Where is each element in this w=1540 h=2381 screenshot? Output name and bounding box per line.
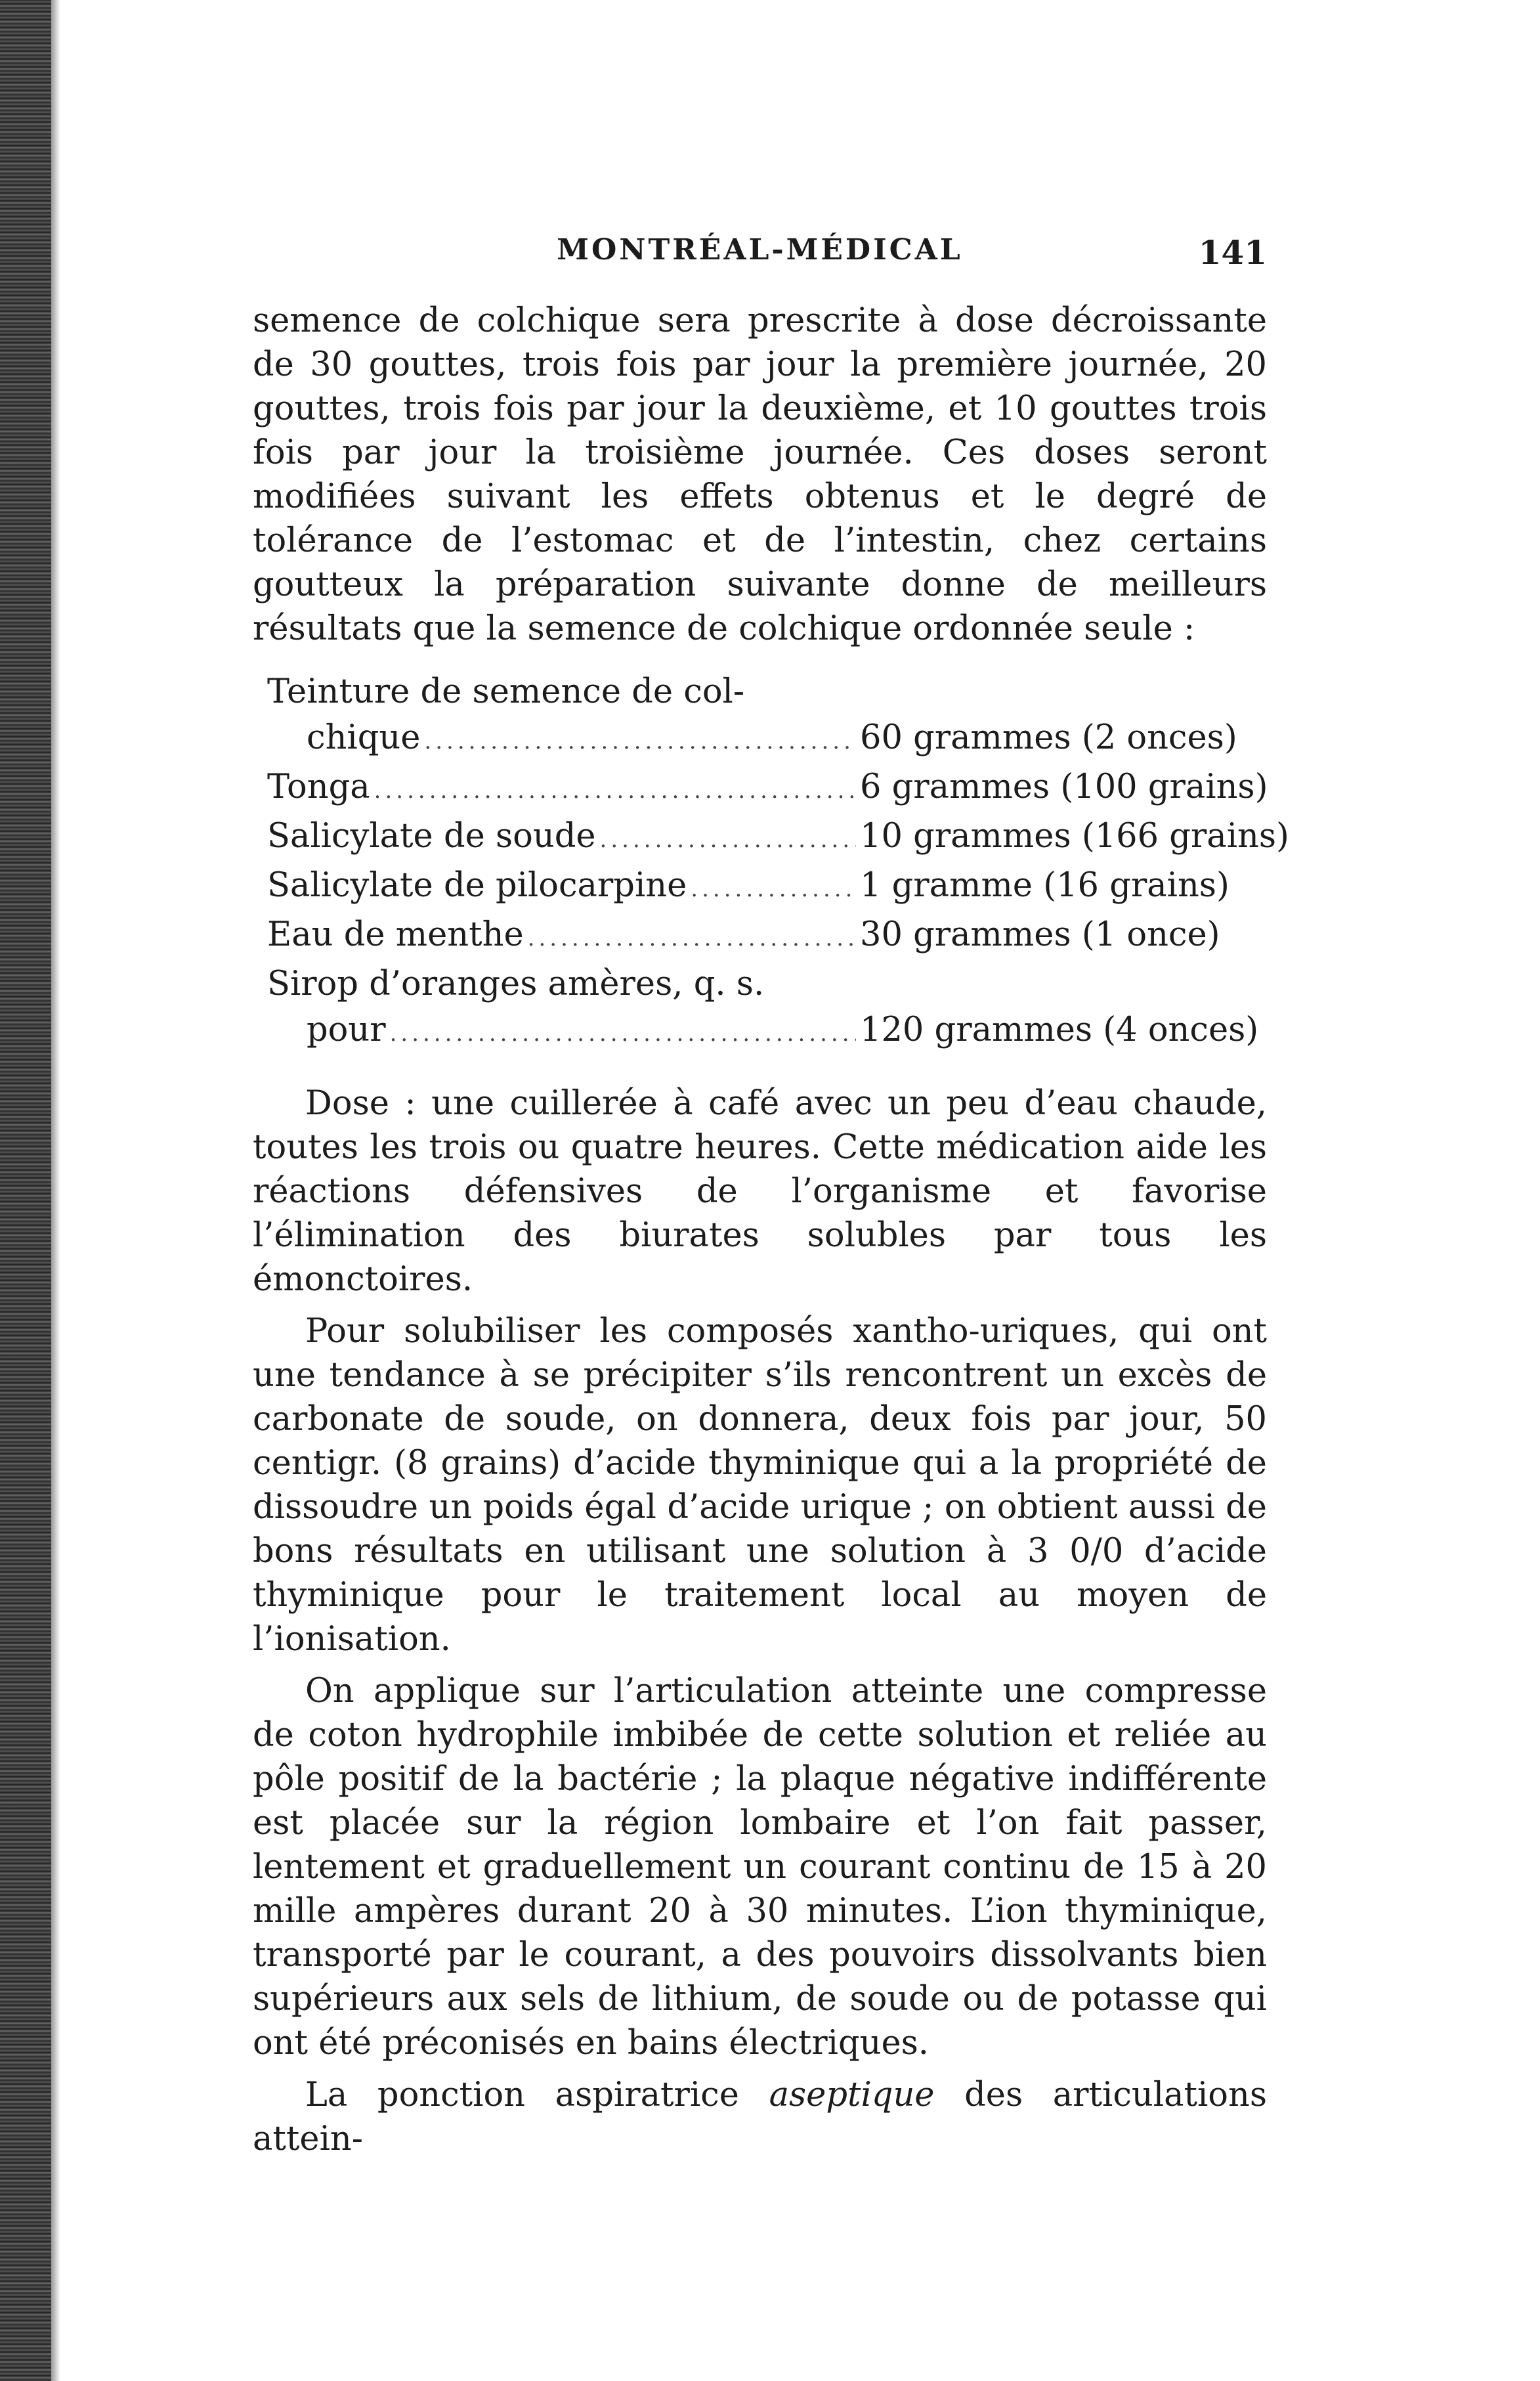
recipe-quantity: 10 grammes (166 grains) [860, 817, 1289, 856]
recipe-row [267, 961, 1267, 1007]
ponction-text-italic: aseptique [769, 2076, 935, 2114]
paragraph-ionisation: On applique sur l’articulation atteinte une compresse de coton hydrophile imbibée de cette solution et reliée au pôle positif de la bactérie ; la plaque négative indifférente est placée sur la région lombaire et l’on fait passer, lentement et graduellement un courant continu de 15 à 20 mille ampères durant 20 à 30 minutes. L’ion thyminique, transporté par le courant, a des pouvoirs dissolvants bien supérieurs aux sels de lithium, de soude ou de potasse qui ont été préconisés en bains électriques. [253, 1672, 1267, 2063]
recipe-row [267, 764, 1267, 814]
recipe-quantity: 120 grammes (4 onces) [860, 1011, 1259, 1049]
recipe-ingredient: Teinture de semence de col- [267, 672, 745, 711]
paragraph-solubiliser: Pour solubiliser les composés xantho-uriques, qui ont une tendance à se précipiter s’ils rencontrent un excès de carbonate de soude, on donnera, deux fois par jour, 50 centigr. (8 grains) d’acide thyminique qui a la propriété de dissoudre un poids égal d’acide urique ; on obtient aussi de bons résultats en utilisant une solution à 3 0/0 d’acide thyminique pour le traitement local au moyen de l’ionisation. [253, 1312, 1267, 1659]
recipe-quantity: 6 grammes (100 grains) [860, 768, 1268, 806]
recipe-list [267, 669, 1289, 1057]
recipe-row [267, 863, 1267, 912]
recipe-row [267, 912, 1267, 961]
binding-shadow [51, 0, 60, 2381]
leader-dots [691, 866, 856, 912]
recipe-ingredient: chique [307, 718, 421, 757]
recipe-ingredient: Sirop d’oranges amères, q. s. [267, 965, 765, 1003]
recipe-quantity: 30 grammes (1 once) [860, 915, 1220, 954]
page-header [253, 233, 1267, 279]
page-body [253, 299, 1289, 2161]
recipe-ingredient: pour [307, 1011, 386, 1049]
leader-dots [390, 1011, 856, 1057]
recipe-quantity: 1 gramme (16 grains) [860, 866, 1230, 905]
recipe-row [267, 814, 1289, 863]
page-number: 141 [1198, 233, 1267, 272]
recipe-row [267, 669, 1267, 715]
leader-dots [374, 768, 856, 814]
recipe-row [267, 1007, 1267, 1057]
recipe-quantity: 60 grammes (2 onces) [860, 718, 1237, 757]
ponction-text-end: des articulations attein- [253, 2076, 1268, 2158]
recipe-row [267, 715, 1267, 764]
leader-dots [600, 817, 856, 863]
book-binding-edge [0, 0, 51, 2381]
recipe-ingredient: Salicylate de pilocarpine [267, 866, 687, 905]
recipe-ingredient: Eau de menthe [267, 915, 524, 954]
recipe-ingredient: Tonga [267, 768, 370, 806]
paragraph-1: semence de colchique sera prescrite à dose décroissante de 30 gouttes, trois fois par jour la première journée, 20 gouttes, trois fois par jour la deuxième, et 10 gouttes trois fois par jour la troisième journée. Ces doses seront modifiées suivant les effets obtenus et le degré de tolérance de l’estomac et de l’intestin, chez certains goutteux la préparation suivante donne de meilleurs résultats que la semence de colchique ordonnée seule : [253, 301, 1267, 648]
running-head: MONTRÉAL-MÉDICAL [557, 233, 963, 267]
leader-dots [424, 718, 856, 764]
recipe-ingredient: Salicylate de soude [267, 817, 596, 856]
paragraph-ponction [253, 2073, 1267, 2161]
ponction-text-start: La ponction aspiratrice [305, 2076, 769, 2114]
paragraph-dose: Dose : une cuillerée à café avec un peu d’eau chaude, toutes les trois ou quatre heures. Cette médication aide les réactions défensives de l’organisme et favorise l’élimination des biurates solubles par tous les émonctoires. [253, 1084, 1267, 1299]
leader-dots [528, 915, 856, 961]
